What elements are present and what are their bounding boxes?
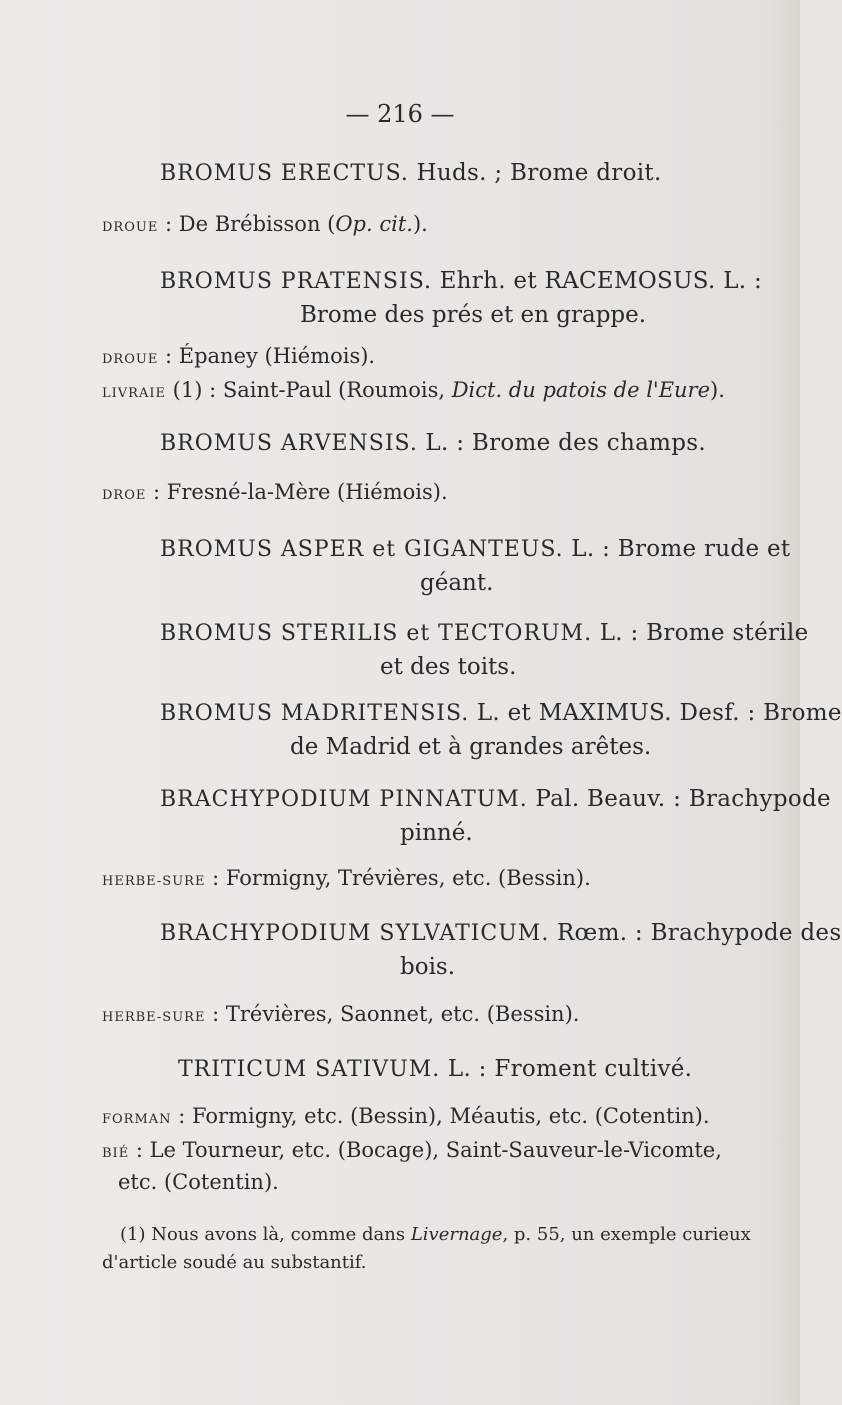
dialect-herbe-sure-2: [102, 1002, 579, 1026]
dialect-continuation: etc. (Cotentin).: [118, 1170, 279, 1194]
entry-brachypodium-sylvaticum: [160, 920, 841, 946]
entry-brachypodium-pinnatum: [160, 786, 831, 812]
species-name: BROMUS ERECTUS.: [160, 161, 409, 186]
dialect-term: DROE: [102, 488, 147, 503]
species-common: Rœm. : Brachypode des: [549, 920, 842, 946]
entry-bromus-pratensis: [160, 268, 762, 294]
dialect-text: : Épaney (Hiémois).: [158, 344, 376, 368]
entry-bromus-arvensis: [160, 430, 706, 456]
dialect-term: LIVRAIE: [102, 386, 166, 401]
species-common: L. : Froment cultivé.: [440, 1056, 693, 1082]
dialect-text: : Formigny, etc. (Bessin), Méautis, etc. (Cotentin).: [171, 1104, 710, 1128]
dialect-droue-1: [102, 212, 428, 236]
dialect-end: ).: [412, 212, 428, 236]
entry-bromus-asper: [160, 536, 790, 562]
species-common: Ehrh. et RACEMOSUS. L. :: [431, 268, 763, 294]
species-name: BROMUS ARVENSIS.: [160, 431, 418, 456]
entry-bromus-erectus: [160, 160, 662, 186]
footnote-text: (1) Nous avons là, comme dans: [120, 1224, 411, 1245]
footnote-ref: Livernage: [410, 1224, 503, 1245]
dialect-text: : De Brébisson (: [158, 212, 336, 236]
dialect-livraie: [102, 378, 725, 402]
dialect-text: : Formigny, Trévières, etc. (Bessin).: [205, 866, 591, 890]
species-name: TRITICUM SATIVUM.: [178, 1057, 441, 1082]
entry-continuation: bois.: [400, 954, 456, 980]
dialect-end: ).: [710, 378, 725, 402]
entry-bromus-sterilis: [160, 620, 809, 646]
dialect-term: HERBE-SURE: [102, 874, 206, 889]
species-common: Huds. ; Brome droit.: [408, 160, 662, 186]
dialect-droue-2: [102, 344, 375, 368]
entry-continuation: géant.: [420, 570, 494, 596]
species-name: BRACHYPODIUM PINNATUM.: [160, 787, 528, 812]
entry-continuation: et des toits.: [380, 654, 517, 680]
dialect-text: : Le Tourneur, etc. (Bocage), Saint-Sauveur-le-Vicomte,: [129, 1138, 722, 1162]
dialect-term: DROUE: [102, 352, 159, 367]
species-common: L. : Brome stérile: [592, 620, 809, 646]
species-name: BRACHYPODIUM SYLVATICUM.: [160, 921, 550, 946]
dialect-text: : Trévières, Saonnet, etc. (Bessin).: [205, 1002, 580, 1026]
entry-continuation: de Madrid et à grandes arêtes.: [290, 734, 652, 760]
dialect-text: : Fresné-la-Mère (Hiémois).: [146, 480, 448, 504]
dialect-term: FORMAN: [102, 1112, 172, 1127]
dialect-ref: Op. cit.: [335, 212, 413, 236]
dialect-herbe-sure-1: [102, 866, 591, 890]
species-name: BROMUS STERILIS et TECTORUM.: [160, 621, 593, 646]
species-common: L. et MAXIMUS. Desf. : Brome: [469, 700, 842, 726]
species-name: BROMUS PRATENSIS.: [160, 269, 432, 294]
dialect-term: DROUE: [102, 220, 159, 235]
species-name: BROMUS MADRITENSIS.: [160, 701, 470, 726]
dialect-bie: [102, 1138, 722, 1162]
species-common: Pal. Beauv. : Brachypode: [527, 786, 831, 812]
entry-triticum-sativum: [178, 1056, 692, 1082]
species-common: L. : Brome des champs.: [417, 430, 706, 456]
dialect-term: BIÉ: [102, 1146, 130, 1161]
entry-continuation: pinné.: [400, 820, 473, 846]
dialect-term: HERBE-SURE: [102, 1010, 206, 1025]
entry-continuation: Brome des prés et en grappe.: [300, 302, 647, 328]
dialect-droe: [102, 480, 448, 504]
footnote-line-1: [120, 1224, 751, 1245]
entry-bromus-madritensis: [160, 700, 842, 726]
species-name: BROMUS ASPER et GIGANTEUS.: [160, 537, 564, 562]
dialect-forman: [102, 1104, 710, 1128]
species-common: L. : Brome rude et: [563, 536, 791, 562]
dialect-ref: Dict. du patois de l'Eure: [451, 378, 711, 402]
dialect-text: (1) : Saint-Paul (Roumois,: [165, 378, 452, 402]
page-number: — 216 —: [345, 100, 455, 128]
footnote-text-end: , p. 55, un exemple curieux: [502, 1224, 751, 1245]
footnote-line-2: d'article soudé au substantif.: [102, 1252, 367, 1273]
